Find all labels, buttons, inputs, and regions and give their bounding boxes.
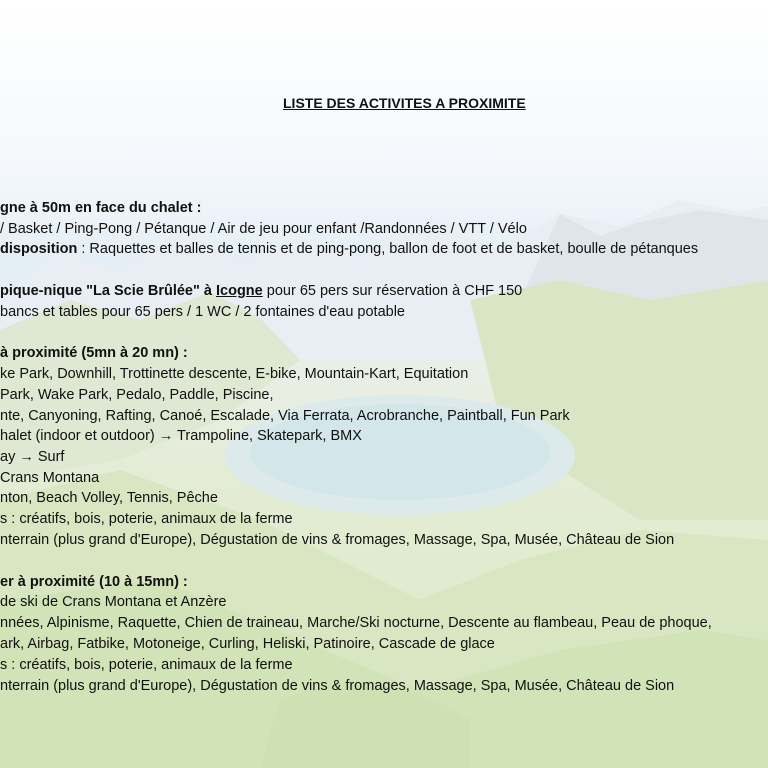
list-item	[0, 302, 405, 322]
list-item	[0, 364, 468, 384]
list-item-text: Park, Wake Park, Pedalo, Paddle, Piscine,	[0, 387, 274, 403]
list-item-text: bancs et tables pour 65 pers / 1 WC / 2 fontaines d'eau potable	[0, 304, 405, 320]
list-item-text: Crans Montana	[0, 470, 100, 486]
list-item	[0, 219, 527, 239]
list-item-text: / Basket / Ping-Pong / Pétanque / Air de jeu pour enfant /Randonnées / VTT / Vélo	[0, 221, 527, 237]
list-item	[0, 509, 293, 529]
list-item-text: s : créatifs, bois, poterie, animaux de la ferme	[0, 511, 293, 527]
list-item	[0, 613, 712, 633]
section-heading-picnic	[0, 281, 522, 301]
list-item	[0, 239, 698, 259]
list-item	[0, 468, 99, 488]
list-item-text: ark, Airbag, Fatbike, Motoneige, Curling, Heliski, Patinoire, Cascade de glace	[0, 636, 495, 652]
list-item-text: ay → Surf	[0, 449, 65, 465]
location-name: Icogne	[216, 283, 263, 299]
list-item	[0, 385, 273, 405]
list-item	[0, 592, 227, 612]
section-heading-summer	[0, 343, 188, 363]
section-heading-winter	[0, 572, 188, 592]
list-item-text: nnées, Alpinisme, Raquette, Chien de traineau, Marche/Ski nocturne, Descente au flambeau, Peau de phoque,	[0, 615, 712, 631]
list-item	[0, 655, 293, 675]
section-heading-icogne	[0, 198, 201, 218]
section-heading-text: pique-nique "La Scie Brûlée" à	[0, 283, 216, 299]
section-heading-text: er à proximité (10 à 15mn) :	[0, 574, 188, 590]
list-item	[0, 488, 218, 508]
document-title: LISTE DES ACTIVITES A PROXIMITE	[283, 95, 526, 111]
list-item-text: nte, Canyoning, Rafting, Canoé, Escalade, Via Ferrata, Acrobranche, Paintball, Fun Park	[0, 408, 570, 424]
list-item	[0, 426, 362, 446]
section-heading-detail: pour 65 pers sur réservation à CHF 150	[262, 283, 523, 299]
list-item-text: ke Park, Downhill, Trottinette descente, E-bike, Mountain-Kart, Equitation	[0, 366, 469, 382]
list-item	[0, 634, 495, 654]
section-heading-text: à proximité (5mn à 20 mn) :	[0, 345, 188, 361]
list-item	[0, 676, 674, 696]
section-heading-text: gne à 50m en face du chalet :	[0, 200, 202, 216]
list-item-text: halet (indoor et outdoor) → Trampoline, Skatepark, BMX	[0, 428, 362, 444]
list-item-text: nterrain (plus grand d'Europe), Dégustation de vins & fromages, Massage, Spa, Musée, Château de Sion	[0, 532, 675, 548]
list-item-text: nton, Beach Volley, Tennis, Pêche	[0, 490, 218, 506]
list-item	[0, 406, 570, 426]
list-item-label: disposition	[0, 241, 78, 257]
list-item-text: s : créatifs, bois, poterie, animaux de la ferme	[0, 657, 293, 673]
list-item	[0, 530, 674, 550]
list-item-text: de ski de Crans Montana et Anzère	[0, 594, 227, 610]
list-item	[0, 447, 64, 467]
list-item-text: : Raquettes et balles de tennis et de ping-pong, ballon de foot et de basket, boulle de pétanques	[77, 241, 699, 257]
list-item-text: nterrain (plus grand d'Europe), Dégustation de vins & fromages, Massage, Spa, Musée, Château de Sion	[0, 678, 675, 694]
